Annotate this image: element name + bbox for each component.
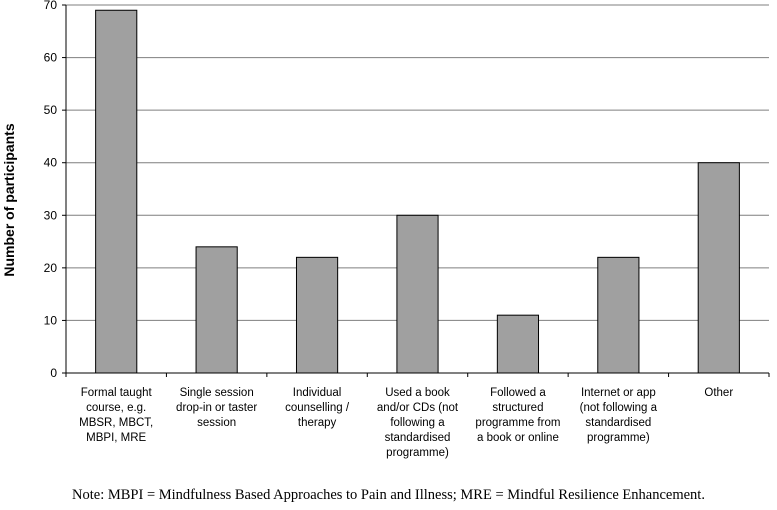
x-category-label-line: Other — [704, 387, 734, 399]
x-category-labels — [79, 387, 733, 459]
y-tick-label: 10 — [43, 313, 57, 328]
x-category-label-line: Followed a — [490, 387, 546, 399]
y-tick-label: 20 — [43, 260, 57, 275]
bar — [497, 315, 538, 373]
bar — [698, 163, 739, 373]
bar — [397, 215, 438, 373]
x-category-label-line: session — [197, 417, 237, 429]
y-tick-label: 50 — [43, 103, 57, 118]
x-category-label-line: therapy — [297, 417, 337, 429]
x-category-label-line: drop-in or taster — [176, 402, 258, 414]
x-category-label-line: Used a book — [385, 387, 450, 399]
x-category-label-line: programme) — [386, 447, 449, 459]
x-category-label-line: course, e.g. — [86, 402, 147, 414]
x-category-label — [79, 387, 153, 444]
figure-note: Note: MBPI = Mindfulness Based Approaches to Pain and Illness; MRE = Mindful Resilience Enhancement. — [72, 487, 705, 503]
x-category-label-line: structured — [492, 402, 544, 414]
y-tick-label: 60 — [43, 50, 57, 65]
x-category-label-line: Individual — [292, 387, 342, 399]
x-category-label-line: and/or CDs (not — [376, 402, 459, 414]
bar — [196, 247, 237, 373]
x-category-label-line: programme) — [587, 432, 650, 444]
y-axis-label: Number of participants — [1, 123, 17, 277]
y-tick-label: 70 — [43, 0, 57, 12]
x-category-label-line: programme from — [475, 417, 561, 429]
y-tick-label: 0 — [50, 366, 57, 380]
x-category-label-line: Internet or app — [580, 387, 656, 399]
bar — [598, 257, 639, 373]
x-category-label-line: counselling / — [285, 402, 350, 414]
bar — [296, 257, 337, 373]
x-category-label-line: standardised — [585, 417, 652, 429]
x-category-label — [704, 387, 733, 399]
x-category-label — [580, 387, 658, 444]
x-category-label-line: Single session — [179, 387, 254, 399]
x-category-label-line: a book or online — [477, 432, 559, 444]
x-category-label — [377, 387, 459, 459]
x-category-label-line: following a — [390, 417, 445, 429]
x-category-label-line: (not following a — [579, 402, 658, 414]
x-category-label-line: MBPI, MRE — [86, 432, 147, 444]
x-category-label — [176, 387, 257, 429]
x-category-label-line: MBSR, MBCT, — [79, 417, 154, 429]
bars — [96, 10, 740, 373]
x-category-label-line: Formal taught — [80, 387, 152, 399]
y-tick-labels — [44, 0, 58, 380]
x-category-label — [285, 387, 350, 429]
x-category-label-line: standardised — [384, 432, 451, 444]
y-tick-label: 40 — [43, 155, 57, 170]
x-category-label — [475, 387, 560, 444]
y-tick-label: 30 — [43, 208, 57, 223]
bar — [96, 10, 137, 373]
